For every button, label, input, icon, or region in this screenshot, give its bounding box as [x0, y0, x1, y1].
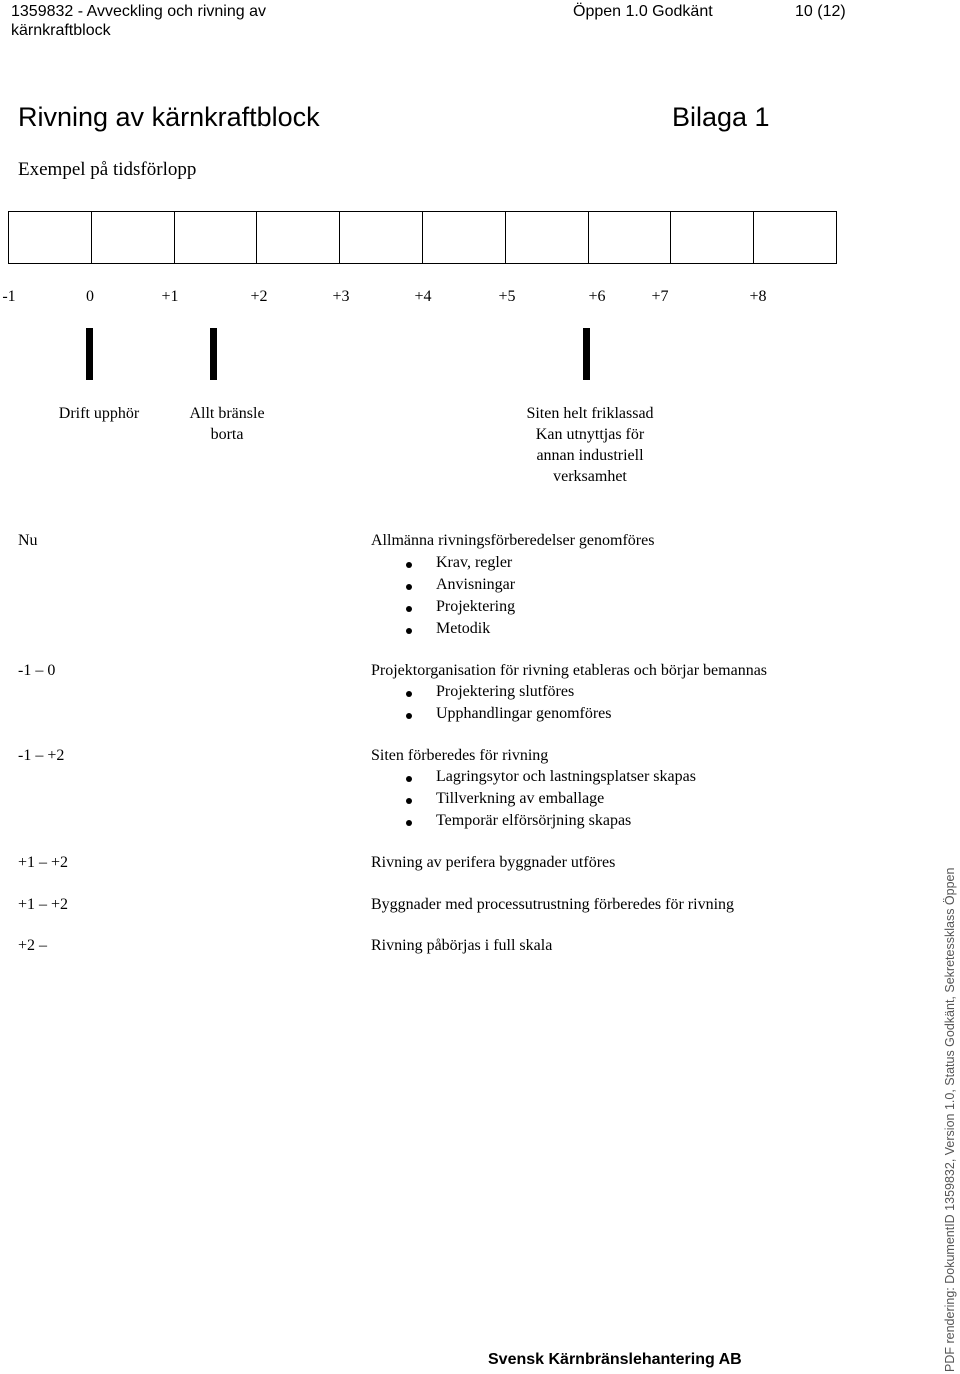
- activity-bullet: Lagringsytor och lastningsplatser skapas: [436, 768, 696, 785]
- footer-company: Svensk Kärnbränslehantering AB: [488, 1351, 742, 1368]
- milestone-line: Siten helt friklassad: [526, 405, 654, 422]
- milestone-line: Allt bränsle: [189, 405, 265, 422]
- activity-period: +1 – +2: [18, 854, 69, 871]
- subtitle: Exempel på tidsförlopp: [18, 159, 197, 180]
- bullet-icon: [406, 562, 412, 568]
- timeline-cell: [9, 212, 92, 263]
- timeline-cell: [506, 212, 589, 263]
- bullet-icon: [406, 584, 412, 590]
- document-title-line2: kärnkraftblock: [11, 22, 111, 39]
- activity-bullet: Metodik: [436, 620, 491, 637]
- bullet-icon: [406, 776, 412, 782]
- activity-heading: Projektorganisation för rivning etableras och börjar bemannas: [371, 662, 768, 679]
- activity-heading: Siten förberedes för rivning: [371, 747, 549, 764]
- bullet-icon: [406, 713, 412, 719]
- milestone-line: Drift upphör: [58, 405, 140, 422]
- page-number: 10 (12): [795, 3, 846, 20]
- activity-period: +2 –: [18, 937, 48, 954]
- year-tick: +8: [749, 288, 767, 305]
- bullet-icon: [406, 606, 412, 612]
- bullet-icon: [406, 820, 412, 826]
- activity-bullet: Projektering slutföres: [436, 683, 575, 700]
- timeline-cell: [671, 212, 754, 263]
- year-tick: +4: [414, 288, 432, 305]
- activity-heading: Rivning påbörjas i full skala: [371, 937, 553, 954]
- milestone-line: annan industriell: [536, 447, 644, 464]
- year-tick: -1: [2, 288, 16, 305]
- activity-period: +1 – +2: [18, 896, 69, 913]
- year-tick: 0: [86, 288, 94, 305]
- milestone-line: Kan utnyttjas för: [535, 426, 645, 443]
- milestone-marker: [583, 328, 590, 380]
- activity-bullet: Anvisningar: [436, 576, 516, 593]
- timeline-cell: [754, 212, 837, 263]
- page-title: Rivning av kärnkraftblock: [18, 102, 320, 132]
- year-tick: +3: [332, 288, 350, 305]
- document-id-title: [11, 2, 266, 40]
- activity-period: -1 – 0: [18, 662, 56, 679]
- bullet-icon: [406, 628, 412, 634]
- activity-heading: Rivning av perifera byggnader utföres: [371, 854, 616, 871]
- activity-period: -1 – +2: [18, 747, 65, 764]
- year-tick: +2: [250, 288, 268, 305]
- activity-bullet: Krav, regler: [436, 554, 513, 571]
- document-title-line1: 1359832 - Avveckling och rivning av: [11, 3, 266, 20]
- year-tick: +6: [588, 288, 606, 305]
- year-tick: +7: [651, 288, 669, 305]
- timeline-cell: [175, 212, 258, 263]
- milestone-line: verksamhet: [553, 468, 627, 485]
- activity-bullet: Projektering: [436, 598, 516, 615]
- milestone-label-site-cleared: [526, 403, 653, 487]
- activity-period: Nu: [18, 532, 38, 549]
- milestone-label-fuel-removed: [189, 403, 264, 445]
- milestone-marker: [86, 328, 93, 380]
- milestone-label-operation-ends: [59, 403, 139, 424]
- bullet-icon: [406, 798, 412, 804]
- activity-bullet: Temporär elförsörjning skapas: [436, 812, 632, 829]
- milestone-line: borta: [210, 426, 244, 443]
- year-tick: +1: [161, 288, 179, 305]
- bullet-icon: [406, 691, 412, 697]
- timeline-cell: [423, 212, 506, 263]
- timeline-cell: [257, 212, 340, 263]
- activity-heading: Allmänna rivningsförberedelser genomföres: [371, 532, 655, 549]
- year-tick: +5: [498, 288, 516, 305]
- timeline-cell: [589, 212, 672, 263]
- activity-bullet: Tillverkning av emballage: [436, 790, 605, 807]
- timeline-cell: [340, 212, 423, 263]
- timeline-grid: [8, 211, 837, 264]
- milestone-marker: [210, 328, 217, 380]
- timeline-cell: [92, 212, 175, 263]
- document-status: Öppen 1.0 Godkänt: [573, 3, 713, 20]
- side-rendering-note: PDF rendering: DokumentID 1359832, Version 1.0, Status Godkänt, Sekretessklass Öppen: [943, 867, 957, 1372]
- activity-bullet: Upphandlingar genomföres: [436, 705, 612, 722]
- activity-heading: Byggnader med processutrustning förberedes för rivning: [371, 896, 735, 913]
- appendix-label: Bilaga 1: [672, 102, 770, 132]
